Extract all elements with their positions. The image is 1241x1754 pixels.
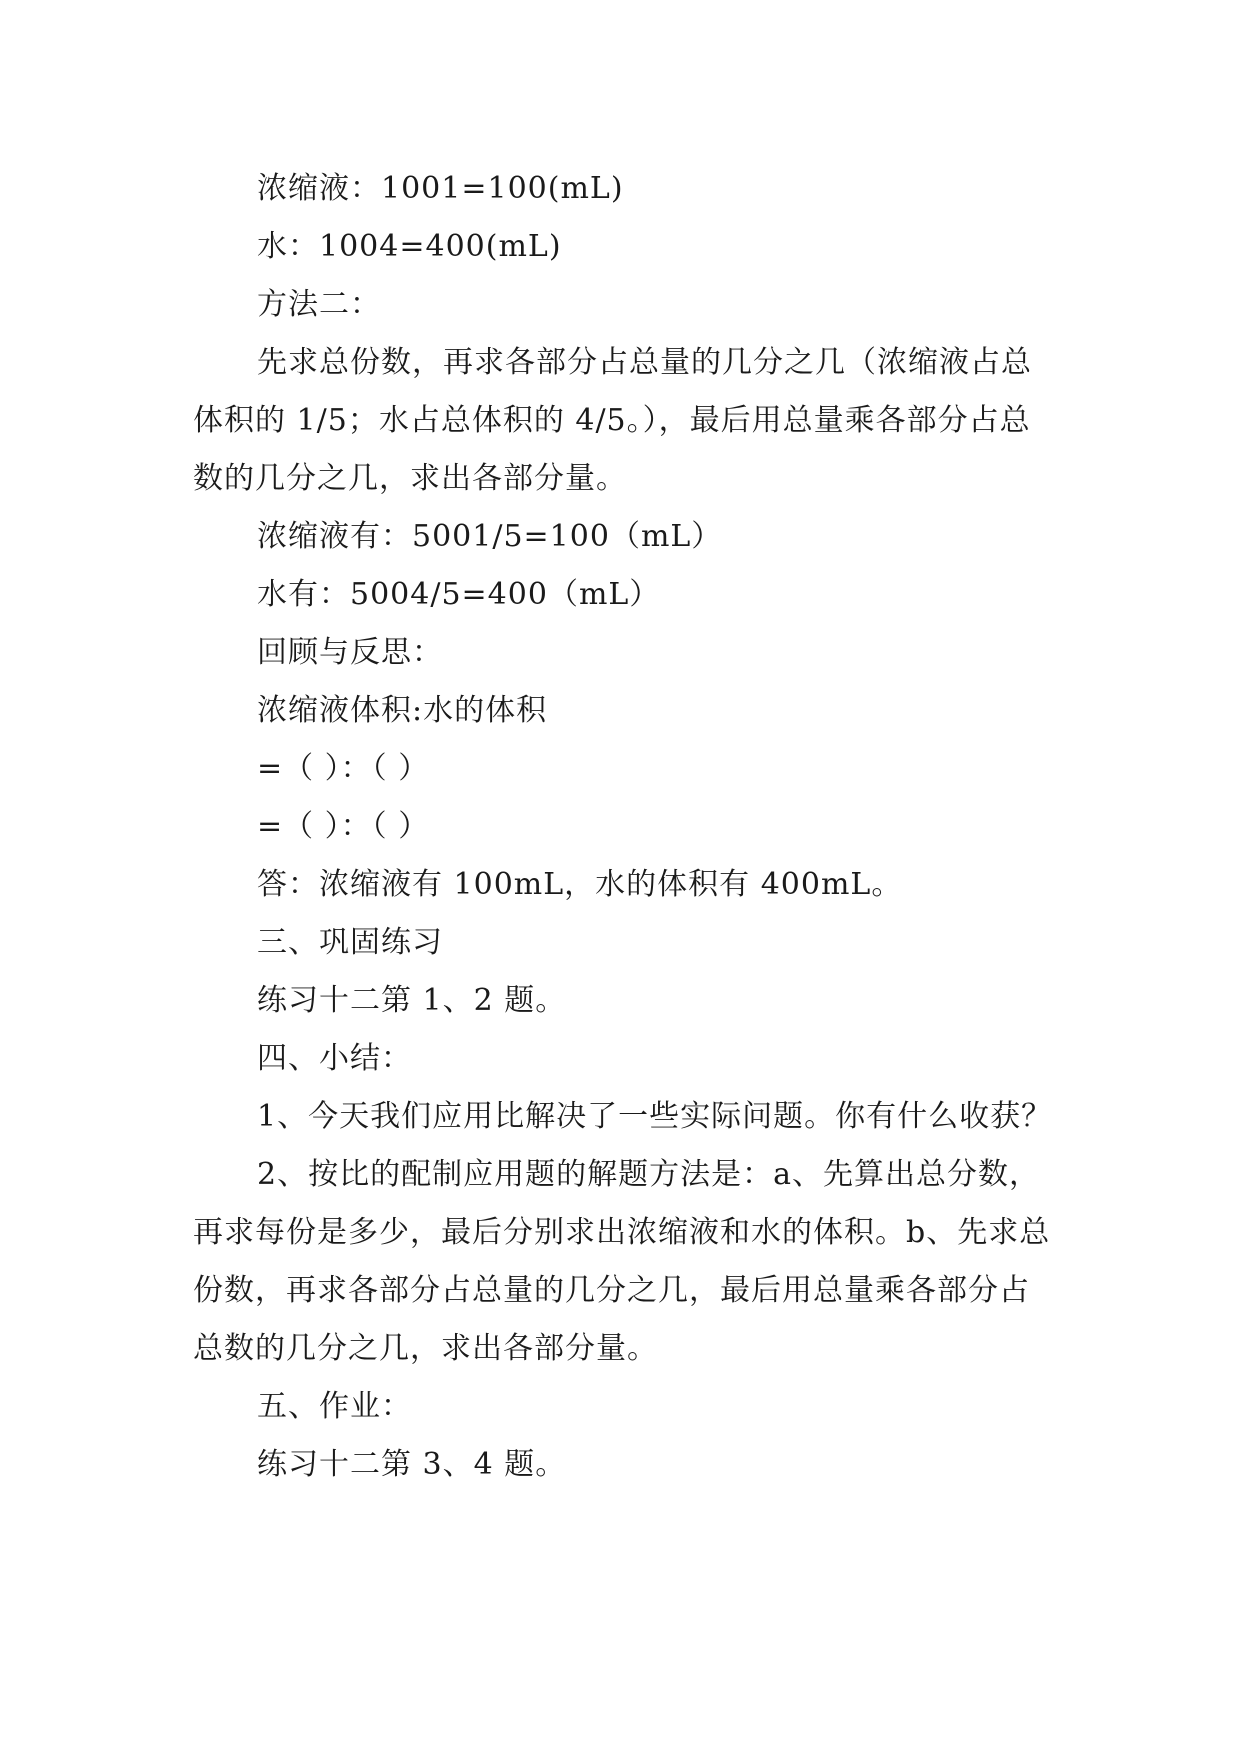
paragraph-concentrate-method1: 浓缩液：1001=100(mL): [257, 171, 624, 206]
section-heading-practice: 三、巩固练习: [257, 925, 443, 960]
paragraph-ratio-expression: 浓缩液体积:水的体积: [257, 693, 548, 728]
document-body: [193, 160, 1053, 1494]
paragraph-method-two-heading: 方法二：: [257, 287, 381, 322]
section-heading-homework: 五、作业：: [257, 1389, 412, 1424]
paragraph-water-method2: 水有：5004/5=400（mL）: [257, 577, 661, 612]
paragraph-homework-exercises: 练习十二第 3、4 题。: [257, 1447, 567, 1482]
paragraph-review-heading: 回顾与反思：: [257, 635, 443, 670]
paragraph-water-method1: 水：1004=400(mL): [257, 229, 562, 264]
paragraph-ratio-blank-2: =（ ）：（ ）: [257, 809, 430, 844]
paragraph-summary-point-2: 2、按比的配制应用题的解题方法是：a、先算出总分数，再求每份是多少，最后分别求出浓缩液和水的体积。b、先求总份数，再求各部分占总量的几分之几，最后用总量乘各部分占总数的几分之几，求出各部分量。: [193, 1157, 1051, 1366]
paragraph-concentrate-method2: 浓缩液有：5001/5=100（mL）: [257, 519, 723, 554]
paragraph-method-two-description: 先求总份数，再求各部分占总量的几分之几（浓缩液占总体积的 1/5；水占总体积的 4/5。），最后用总量乘各部分占总数的几分之几，求出各部分量。: [193, 345, 1032, 496]
paragraph-summary-point-1: 1、今天我们应用比解决了一些实际问题。你有什么收获？: [257, 1099, 1053, 1134]
paragraph-answer: 答：浓缩液有 100mL，水的体积有 400mL。: [257, 867, 903, 902]
paragraph-practice-exercises: 练习十二第 1、2 题。: [257, 983, 567, 1018]
section-heading-summary: 四、小结：: [257, 1041, 412, 1076]
paragraph-ratio-blank-1: =（ ）：（ ）: [257, 751, 430, 786]
